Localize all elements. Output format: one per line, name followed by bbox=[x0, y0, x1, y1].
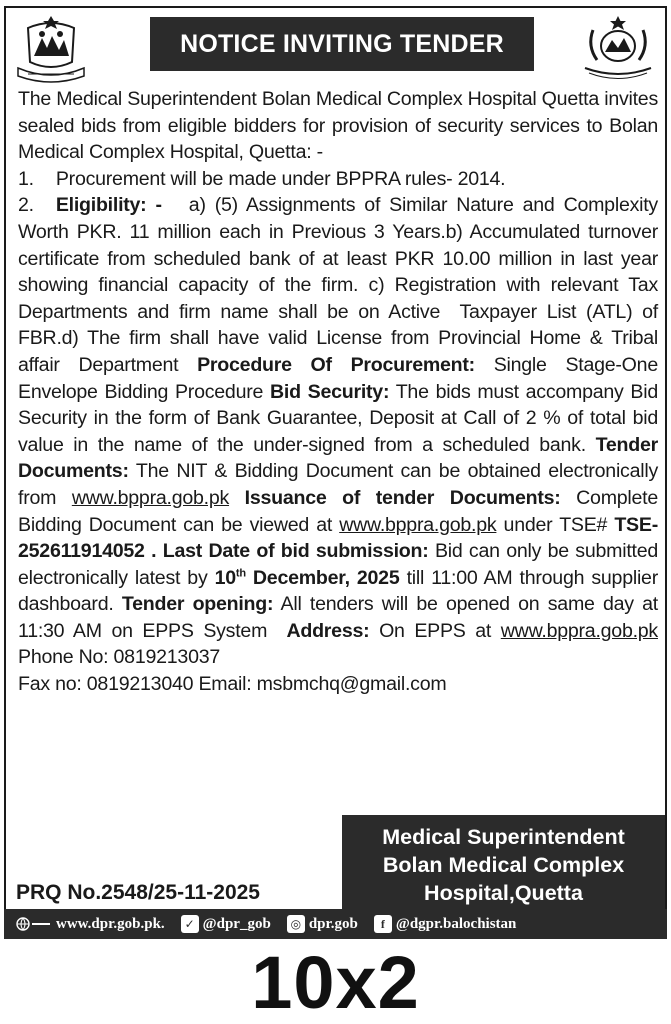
notice-frame bbox=[4, 6, 667, 931]
item-1-text: Procurement will be made under BPPRA rules- 2014. bbox=[55, 167, 506, 190]
address-label: Address: bbox=[286, 619, 370, 642]
signature-line-3: Hospital,Quetta bbox=[424, 881, 583, 905]
address-text: On EPPS at bbox=[379, 619, 492, 642]
item-1 bbox=[18, 166, 658, 193]
item-2-number: 2. bbox=[18, 194, 34, 217]
bid-security-text: The bids must accompany Bid Security in the form of Bank Guarantee, Deposit at Call of 2 % of total bid value in the name of the under-signed from a scheduled bank. bbox=[18, 380, 658, 456]
balochistan-emblem-icon bbox=[14, 12, 88, 84]
tender-docs-text: The NIT & Bidding Document can be obtained electronically from bbox=[18, 460, 659, 509]
footer-instagram[interactable] bbox=[287, 915, 358, 933]
last-date-text: Bid can only be submitted electronically latest by bbox=[18, 540, 658, 589]
eligibility-text: a) (5) Assignments of Similar Nature and Complexity Worth PKR. 11 million each in Previous 3 Years.b) Accumulated turnover certificate from scheduled bank of at least PKR 10.00 million in last year showing financial capacity of the firm. c) Registration with relevant Tax Departments and firm name shall be on Active Taxpayer List (ATL) of FBR.d) The firm shall have valid License from Provincial Home & Tribal affair Department bbox=[18, 194, 658, 376]
eligibility-label: Eligibility: - bbox=[55, 194, 162, 217]
tender-docs-label: Tender Documents: bbox=[18, 433, 658, 483]
deadline-day-suffix: th bbox=[235, 567, 246, 580]
opening-label: Tender opening: bbox=[121, 593, 274, 616]
deadline-time-text: till 11:00 AM through supplier dashboard. bbox=[18, 566, 658, 616]
opening-text: All tenders will be opened on same day at 11:30 AM on EPPS System bbox=[18, 593, 658, 642]
intro-paragraph bbox=[18, 86, 658, 166]
footer-facebook-text: @dgpr.balochistan bbox=[395, 915, 517, 932]
tse-text: under TSE# bbox=[503, 513, 608, 536]
twitter-icon: ✓ bbox=[181, 915, 199, 933]
footer-twitter-text: @dpr_gob bbox=[202, 915, 271, 932]
footer-website-text: www.dpr.gob.pk. bbox=[56, 915, 165, 932]
issuance-label: Issuance of tender Documents: bbox=[244, 486, 561, 509]
footer-instagram-text: dpr.gob bbox=[308, 915, 358, 932]
header bbox=[6, 8, 665, 86]
ad-size-label: 10x2 bbox=[251, 941, 420, 1024]
footer-bar bbox=[4, 909, 667, 939]
deadline-date bbox=[215, 567, 400, 589]
item-2 bbox=[18, 192, 658, 671]
bppra-link-1[interactable]: www.bppra.gob.pk bbox=[71, 486, 230, 509]
facebook-icon: f bbox=[374, 915, 392, 933]
procedure-label: Procedure Of Procurement: bbox=[197, 353, 475, 376]
notice-title: NOTICE INVITING TENDER bbox=[150, 17, 534, 71]
phone-text: Phone No: 0819213037 bbox=[18, 646, 221, 669]
item-1-number: 1. bbox=[18, 167, 34, 190]
notice-body bbox=[18, 86, 658, 698]
fax-email-text: Fax no: 0819213040 Email: msbmchq@gmail.com bbox=[18, 673, 447, 696]
footer-twitter[interactable] bbox=[181, 915, 271, 933]
signature-line-1: Medical Superintendent bbox=[382, 825, 625, 849]
footer-facebook[interactable] bbox=[374, 915, 517, 933]
tse-number: TSE-252611914052 . bbox=[18, 513, 658, 563]
dpr-emblem-icon bbox=[577, 12, 659, 84]
fax-email-line bbox=[18, 671, 658, 698]
deadline-day: 10 bbox=[214, 566, 236, 589]
bppra-link-3[interactable]: www.bppra.gob.pk bbox=[500, 619, 658, 642]
prq-number: PRQ No.2548/25-11-2025 bbox=[16, 881, 260, 904]
signature-line-2: Bolan Medical Complex bbox=[382, 853, 625, 877]
signature-block bbox=[342, 815, 665, 923]
globe-icon bbox=[16, 917, 52, 931]
bppra-link-2[interactable]: www.bppra.gob.pk bbox=[339, 513, 497, 536]
last-date-label: Last Date of bid submission: bbox=[162, 540, 429, 563]
issuance-text: Complete Bidding Document can be viewed at bbox=[18, 486, 659, 536]
bid-security-label: Bid Security: bbox=[269, 380, 390, 403]
instagram-icon: ◎ bbox=[287, 915, 305, 933]
footer-website[interactable] bbox=[16, 916, 165, 933]
procedure-text: Single Stage-One Envelope Bidding Procedure bbox=[18, 353, 658, 403]
intro-text: The Medical Superintendent Bolan Medical Complex Hospital Quetta invites sealed bids from eligible bidders for provision of security services to Bolan Medical Complex Hospital, Quetta: - bbox=[18, 88, 658, 164]
deadline-month-year: December, 2025 bbox=[252, 566, 400, 589]
